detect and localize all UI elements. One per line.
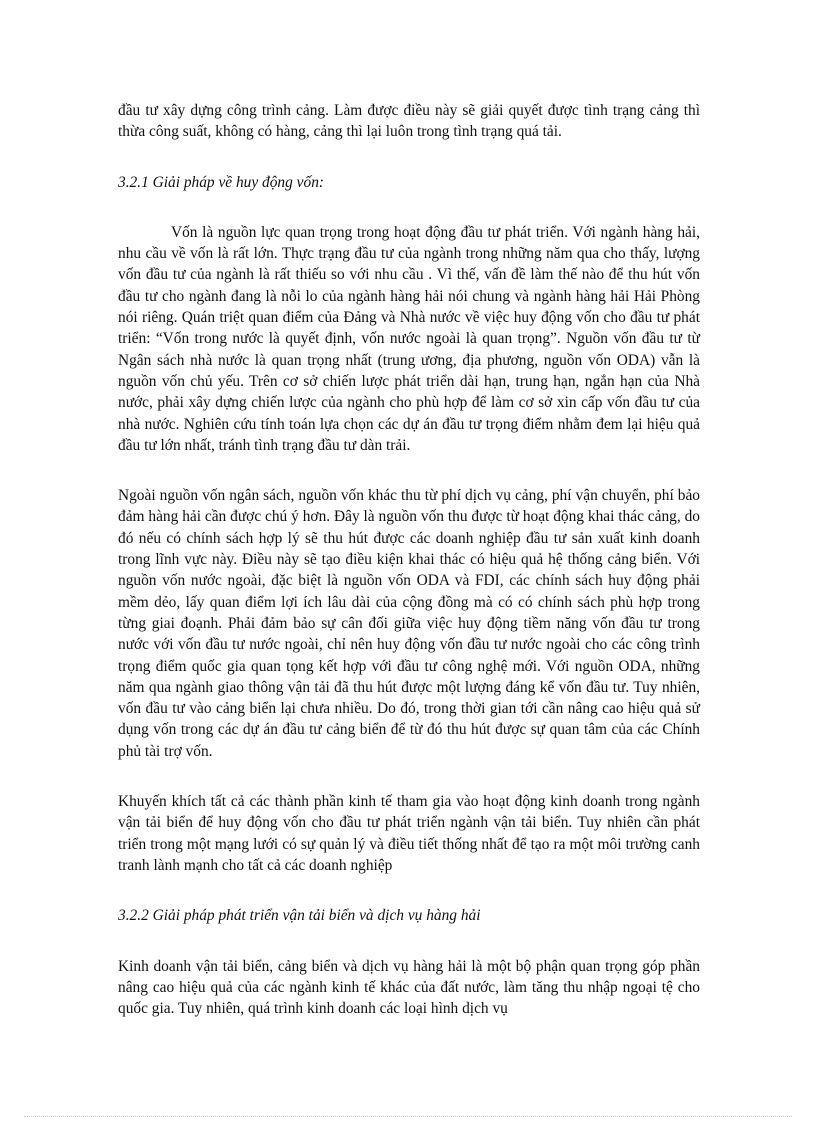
paragraph-ngoai-nguon-von-ngan-sach: Ngoài nguồn vốn ngân sách, nguồn vốn khác thu từ phí dịch vụ cảng, phí vận chuyển, phí bảo đảm hàng hải cần được chú ý hơn. Đây là nguồn vốn thu được từ hoạt động khai thác cảng, do đó nếu có chính sách hợp lý sẽ thu hút được các doanh nghiệp đầu tư sản xuất kinh doanh trong lĩnh vực này. Điều này sẽ tạo điều kiện khai thác có hiệu quả hệ thống cảng biển. Với nguồn vốn nước ngoài, đặc biệt là nguồn vốn ODA và FDI, các chính sách huy động phải mềm dẻo, lấy quan điểm lợi ích lâu dài của cộng đồng mà có có chính sách phù hợp trong từng giai đoạnh. Phải đảm bảo sự cân đối giữa việc huy động tiềm năng vốn đầu tư trong nước với vốn đầu tư nước ngoài, chỉ nên huy động vốn đầu tư nước ngoài cho các công trình trọng điểm quốc gia quan tọng kết hợp với đầu tư công nghệ mới. Với nguồn ODA, những năm qua ngành giao thông vận tải đã thu hút được một lượng đáng kể vốn đầu tư. Tuy nhiên, vốn đầu tư vào cảng biển lại chưa nhiều. Do đó, trong thời gian tới cần nâng cao hiệu quả sử dụng vốn trong các dự án đầu tư cảng biển để từ đó thu hút được sự quan tâm của các Chính phủ tài trợ vốn. bbox=[118, 487, 700, 760]
document-body bbox=[118, 100, 700, 1019]
section-heading-van-tai-bien: 3.2.2 Giải pháp phát triển vận tải biển và dịch vụ hàng hải bbox=[118, 907, 481, 925]
intro-paragraph: đầu tư xây dựng công trình cảng. Làm được điều này sẽ giải quyết được tình trạng cảng thì thừa công suất, không có hàng, cảng thì lại luôn trong tình trạng quá tải. bbox=[118, 102, 700, 141]
paragraph-khuyen-khich: Khuyến khích tất cả các thành phần kinh tế tham gia vào hoạt động kinh doanh trong ngành vận tải biển để huy động vốn cho đầu tư phát triển ngành vận tải biển. Tuy nhiên cần phát triển trong một mạng lưới có sự quản lý và điều tiết thống nhất để tạo ra một môi trường canh tranh lành mạnh cho tất cả các doanh nghiệp bbox=[118, 793, 700, 874]
paragraph-von-nguon-luc: Vốn là nguồn lực quan trọng trong hoạt động đầu tư phát triển. Với ngành hàng hải, nhu cầu về vốn là rất lớn. Thực trạng đầu tư của ngành trong những năm qua cho thấy, lượng vốn đầu tư của ngành là rất thiếu so với nhu cầu . Vì thế, vấn đề làm thế nào để thu hút vốn đầu tư cho ngành đang là nỗi lo của ngành hàng hải nói chung và ngành hàng hải Hải Phòng nói riêng. Quán triệt quan điểm của Đảng và Nhà nước về việc huy động vốn cho đầu tư phát triển: “Vốn trong nước là quyết định, vốn nước ngoài là quan trọng”. Nguồn vốn đầu tư từ Ngân sách nhà nước là quan trọng nhất (trung ương, địa phương, nguồn vốn ODA) vẫn là nguồn vốn chủ yếu. Trên cơ sở chiến lược phát triển dài hạn, trung hạn, ngắn hạn của Nhà nước, phải xây dựng chiến lược của ngành cho phù hợp để làm cơ sở xin cấp vốn đầu tư của nhà nước. Nghiên cứu tính toán lựa chọn các dự án đầu tư trọng điểm nhằm đem lại hiệu quả đầu tư lớn nhất, tránh tình trạng đầu tư dàn trải. bbox=[118, 223, 700, 454]
page-bottom-divider bbox=[24, 1116, 792, 1117]
section-heading-huy-dong-von: 3.2.1 Giải pháp về huy động vốn: bbox=[118, 173, 325, 191]
paragraph-kinh-doanh-van-tai: Kinh doanh vận tải biển, cảng biển và dịch vụ hàng hải là một bộ phận quan trọng góp phần nâng cao hiệu quả của các ngành kinh tế khác của đất nước, làm tăng thu nhập ngoại tệ cho quốc gia. Tuy nhiên, quá trình kinh doanh các loại hình dịch vụ bbox=[118, 957, 700, 1018]
